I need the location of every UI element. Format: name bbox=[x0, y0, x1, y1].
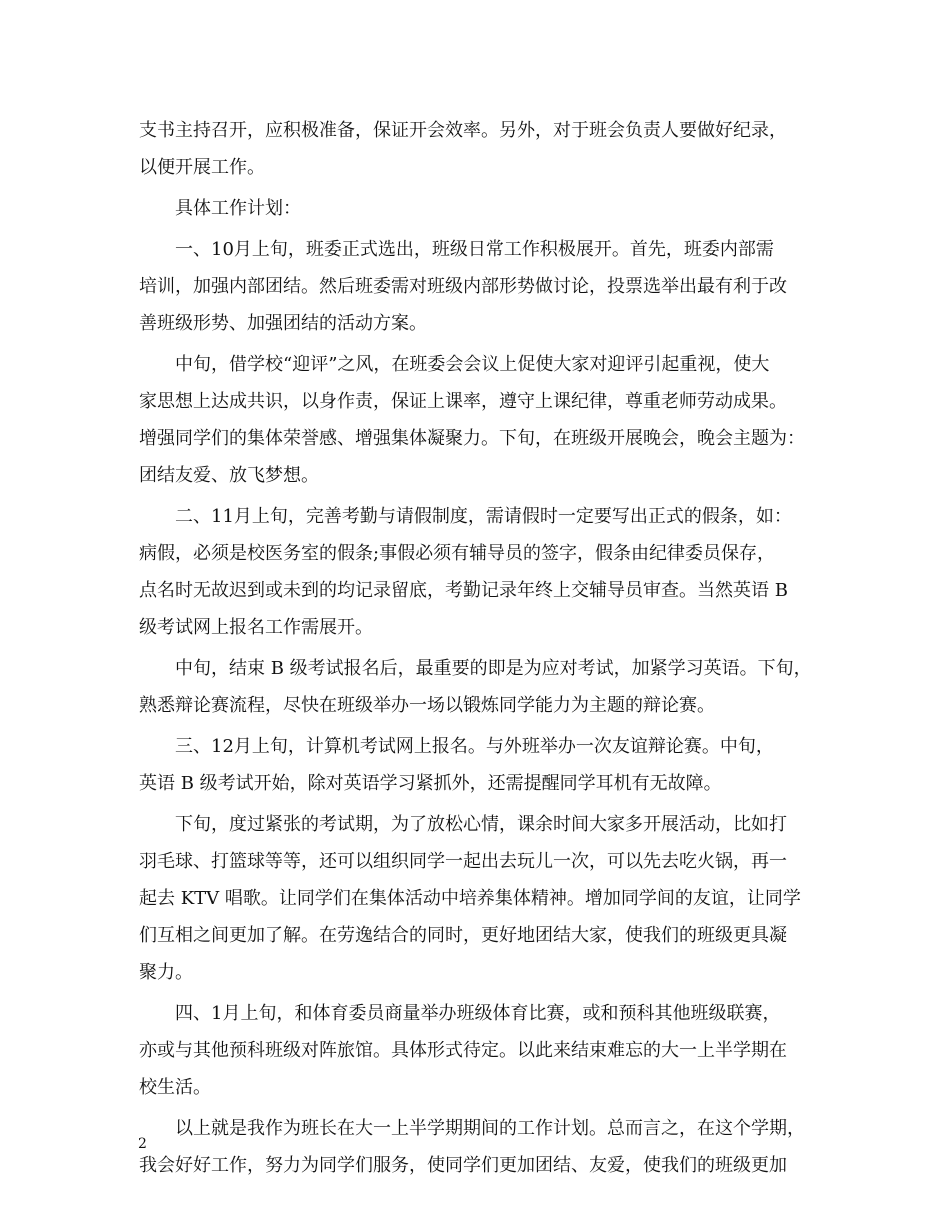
text-line: 起去 KTV 唱歌。让同学们在集体活动中培养集体精神。增加同学间的友谊，让同学 bbox=[139, 888, 801, 909]
text-line: 增强同学们的集体荣誉感、增强集体凝聚力。下旬，在班级开展晚会，晚会主题为： bbox=[139, 428, 805, 449]
text-line: 四、1月上旬，和体育委员商量举办班级体育比赛，或和预科其他班级联赛， bbox=[175, 1003, 781, 1024]
text-line: 三、12月上旬，计算机考试网上报名。与外班举办一次友谊辩论赛。中旬， bbox=[175, 736, 774, 757]
text-line: 团结友爱、放飞梦想。 bbox=[139, 465, 319, 486]
text-line: 以便开展工作。 bbox=[139, 157, 265, 178]
text-line: 中旬，结束 B 级考试报名后，最重要的即是为应对考试，加紧学习英语。下旬， bbox=[175, 658, 812, 679]
text-line: 们互相之间更加了解。在劳逸结合的同时，更好地团结大家，使我们的班级更具凝 bbox=[139, 925, 787, 946]
text-line: 校生活。 bbox=[139, 1077, 211, 1098]
text-line: 一、10月上旬，班委正式选出，班级日常工作积极展开。首先，班委内部需 bbox=[175, 239, 774, 260]
text-line: 以上就是我作为班长在大一上半学期期间的工作计划。总而言之，在这个学期， bbox=[175, 1118, 805, 1139]
text-line: 病假，必须是校医务室的假条;事假必须有辅导员的签字，假条由纪律委员保存， bbox=[139, 543, 776, 564]
text-line: 下旬，度过紧张的考试期，为了放松心情，课余时间大家多开展活动，比如打 bbox=[175, 814, 787, 835]
text-line: 聚力。 bbox=[139, 962, 193, 983]
text-line: 级考试网上报名工作需展开。 bbox=[139, 617, 373, 638]
text-line: 英语 B 级考试开始，除对英语学习紧抓外，还需提醒同学耳机有无故障。 bbox=[139, 773, 722, 794]
text-line: 培训，加强内部团结。然后班委需对班级内部形势做讨论，投票选举出最有利于改 bbox=[139, 276, 787, 297]
text-line: 家思想上达成共识，以身作责，保证上课率，遵守上课纪律，尊重老师劳动成果。 bbox=[139, 391, 787, 412]
text-line: 我会好好工作，努力为同学们服务，使同学们更加团结、友爱，使我们的班级更加 bbox=[139, 1155, 787, 1176]
text-line: 羽毛球、打篮球等等，还可以组织同学一起出去玩儿一次，可以先去吃火锅，再一 bbox=[139, 851, 787, 872]
text-line: 善班级形势、加强团结的活动方案。 bbox=[139, 313, 427, 334]
section-heading: 具体工作计划： bbox=[175, 198, 301, 219]
text-line: 熟悉辩论赛流程，尽快在班级举办一场以锻炼同学能力为主题的辩论赛。 bbox=[139, 695, 715, 716]
document-body bbox=[139, 112, 839, 1184]
text-line: 二、11月上旬，完善考勤与请假制度，需请假时一定要写出正式的假条，如： bbox=[175, 506, 792, 527]
page-number: 2 bbox=[138, 1136, 147, 1152]
text-line: 点名时无故迟到或未到的均记录留底，考勤记录年终上交辅导员审查。当然英语 B bbox=[139, 580, 788, 601]
text-line: 支书主持召开，应积极准备，保证开会效率。另外，对于班会负责人要做好纪录， bbox=[139, 120, 787, 141]
text-line: 亦或与其他预科班级对阵旅馆。具体形式待定。以此来结束难忘的大一上半学期在 bbox=[139, 1040, 787, 1061]
text-line: 中旬，借学校“迎评”之风，在班委会会议上促使大家对迎评引起重视，使大 bbox=[175, 354, 770, 375]
